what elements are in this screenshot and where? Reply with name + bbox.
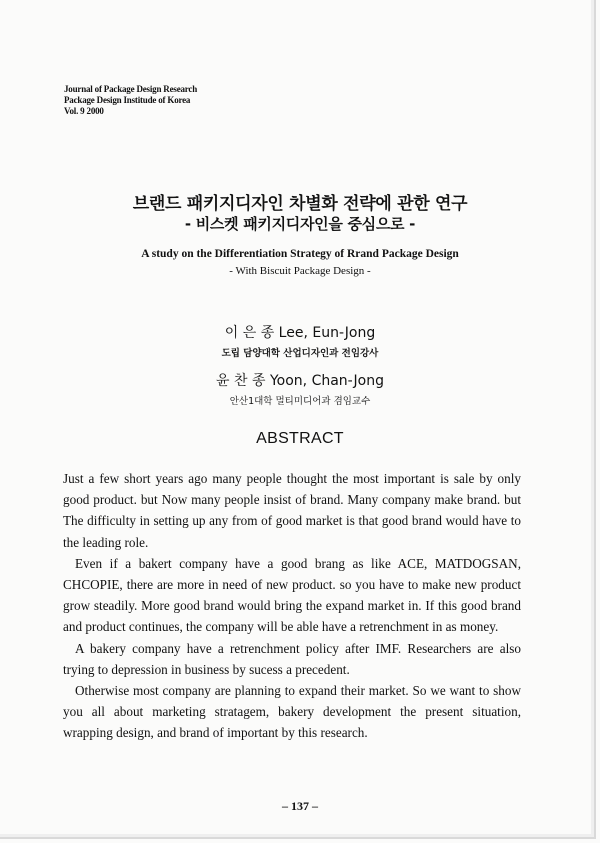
- abstract-heading: ABSTRACT: [256, 430, 344, 447]
- author-block-1: [0, 322, 600, 359]
- paper-title-english: A study on the Differentiation Strategy of Rrand Package Design: [141, 248, 459, 260]
- paper-subtitle-english: - With Biscuit Package Design -: [229, 265, 371, 277]
- abstract-paragraph: A bakery company have a retrenchment policy after IMF. Researchers are also trying to depression in business by sucess a precedent.: [63, 640, 521, 677]
- paper-subtitle-korean: - 비스켓 패키지디자인을 중심으로 -: [184, 215, 416, 233]
- author-name: 윤 찬 종 Yoon, Chan-Jong: [216, 373, 384, 389]
- author-affiliation: 안산1대학 멀티미디어과 겸임교수: [229, 396, 371, 407]
- author-affiliation: 도립 담양대학 산업디자인과 전임강사: [221, 348, 379, 359]
- page-number: – 137 –: [282, 799, 318, 813]
- journal-volume: Vol. 9 2000: [64, 106, 104, 116]
- abstract-paragraph: Otherwise most company are planning to expand their market. So we want to show you all about marketing stratagem, bakery development the present situation, wrapping design, and brand of important by this research.: [63, 683, 521, 741]
- abstract-paragraph: Just a few short years ago many people thought the most important is sale by only good product. but Now many people insist of brand. Many company make brand. but The difficulty in setting up any from of good market is that good brand would have to the leading role.: [63, 471, 521, 550]
- abstract-paragraph: Even if a bakert company have a good brang as like ACE, MATDOGSAN, CHCOPIE, there are more in need of new product. so you have to make new product grow steadily. More good brand would bring the expand market in. If this good brand and product continues, the company will be able have a retrenchment in as money.: [63, 555, 521, 635]
- journal-publisher: Package Design Institude of Korea: [64, 95, 191, 105]
- abstract-body: [63, 468, 521, 744]
- author-name: 이 은 종 Lee, Eun-Jong: [224, 325, 376, 341]
- author-block-2: [0, 370, 600, 407]
- paper-title-korean: 브랜드 패키지디자인 차별화 전략에 관한 연구: [132, 194, 468, 214]
- journal-info: [64, 84, 197, 117]
- journal-title: Journal of Package Design Research: [64, 84, 198, 94]
